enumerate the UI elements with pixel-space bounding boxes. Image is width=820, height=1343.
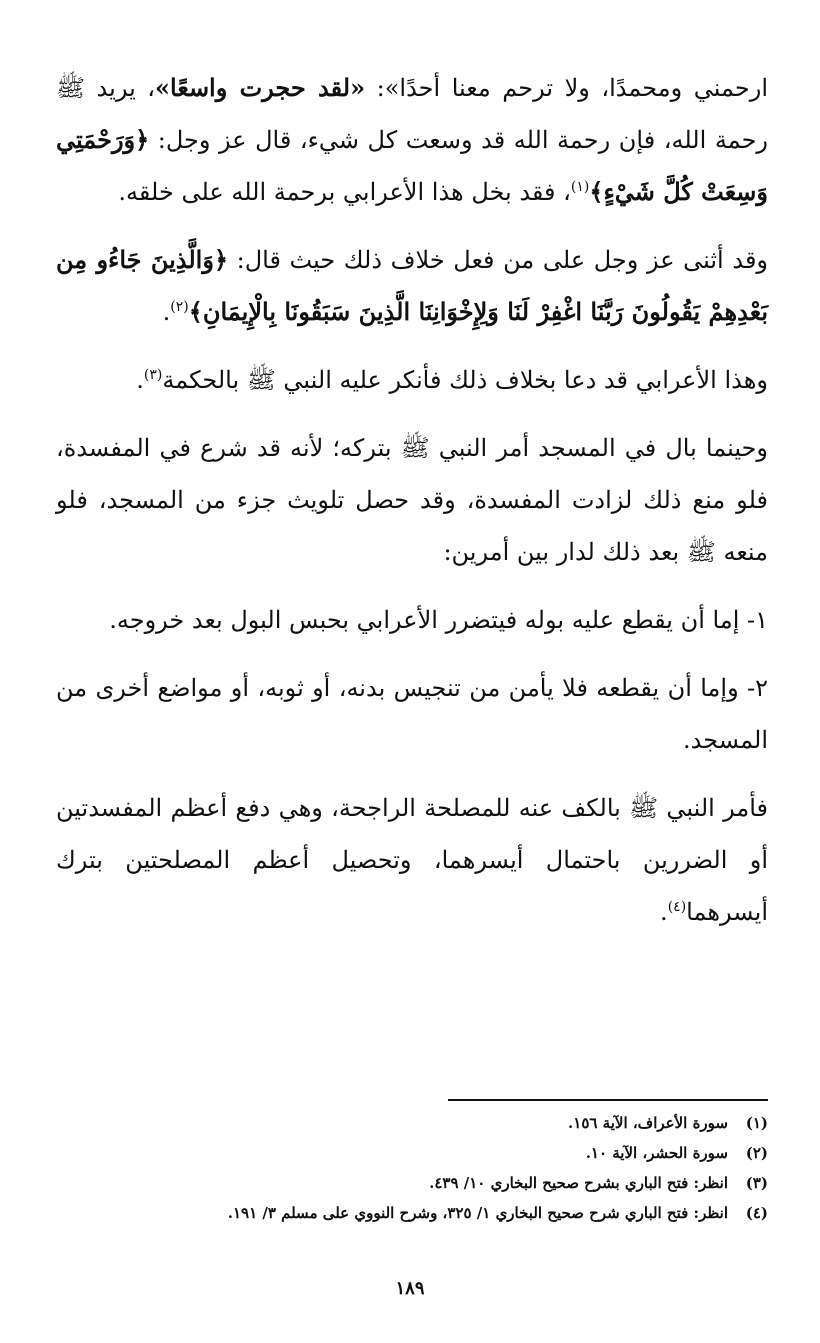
hadith-quote: «لقد حجرت واسعًا» [155, 73, 366, 102]
paragraph-text: . [660, 898, 668, 926]
footnote-item [56, 1108, 768, 1138]
paragraph-text: . [162, 298, 171, 326]
paragraph-text: . [136, 366, 144, 394]
footnote-ref[interactable]: (٣) [143, 367, 163, 383]
footnote-number: (٢) [745, 1144, 768, 1162]
paragraph-text: ١- إما أن يقطع عليه بوله فيتضرر الأعرابي بحبس البول بعد خروجه. [109, 606, 768, 634]
footnote-text: انظر: فتح الباري بشرح صحيح البخاري ١٠/ ٤٣٩. [429, 1174, 728, 1192]
footnote-number: (٤) [745, 1204, 768, 1222]
footnotes [56, 1108, 768, 1228]
footnote-item [56, 1168, 768, 1198]
footnote-text: سورة الحشر، الآية ١٠. [585, 1144, 728, 1162]
body-text [56, 62, 768, 954]
quran-verse: ﴿وَرَحْمَتِي وَسِعَتْ كُلَّ شَيْءٍ﴾ [56, 125, 768, 206]
paragraph-2 [56, 234, 768, 338]
paragraph-3 [56, 354, 768, 406]
paragraph-text: وهذا الأعرابي قد دعا بخلاف ذلك فأنكر عليه النبي ﷺ بالحكمة [162, 366, 768, 394]
paragraph-7 [56, 782, 768, 938]
quran-verse: ﴿وَالَّذِينَ جَاءُو مِن بَعْدِهِمْ يَقُولُونَ رَبَّنَا اغْفِرْ لَنَا وَلِإِخْوَانِنَا الَّذِينَ سَبَقُونَا بِالْإِيمَانِ﴾ [56, 245, 768, 326]
list-item-2 [56, 662, 768, 766]
paragraph-text: ارحمني ومحمدًا، ولا ترحم معنا أحدًا»: [365, 74, 768, 102]
footnote-ref[interactable]: (٢) [170, 299, 189, 315]
footnote-number: (١) [745, 1114, 768, 1132]
footnote-item [56, 1198, 768, 1228]
paragraph-text: ، يريد ﷺ رحمة الله، فإن رحمة الله قد وسعت كل شيء، قال عز وجل: [56, 74, 768, 154]
paragraph-text: فأمر النبي ﷺ بالكف عنه للمصلحة الراجحة، وهي دفع أعظم المفسدتين أو الضررين باحتمال أيسرهما، وتحصيل أعظم المصلحتين بترك أيسرهما [56, 794, 768, 926]
paragraph-text: ٢- وإما أن يقطعه فلا يأمن من تنجيس بدنه، أو ثوبه، أو مواضع أخرى من المسجد. [56, 674, 768, 754]
paragraph-text: وقد أثنى عز وجل على من فعل خلاف ذلك حيث قال: [228, 246, 769, 274]
footnote-item [56, 1138, 768, 1168]
paragraph-4 [56, 422, 768, 578]
paragraph-1 [56, 62, 768, 218]
page-number: ١٨٩ [395, 1278, 425, 1299]
footnote-number: (٣) [745, 1174, 768, 1192]
footnote-divider [448, 1099, 768, 1101]
footnote-ref[interactable]: (٤) [667, 899, 687, 915]
paragraph-text: ، فقد بخل هذا الأعرابي برحمة الله على خلقه. [118, 178, 571, 206]
paragraph-text: وحينما بال في المسجد أمر النبي ﷺ بتركه؛ لأنه قد شرع في المفسدة، فلو منع ذلك لزادت المفسدة، وقد حصل تلويث جزء من المسجد، فلو منعه ﷺ بعد ذلك لدار بين أمرين: [56, 434, 768, 566]
list-item-1 [56, 594, 768, 646]
footnote-text: انظر: فتح الباري شرح صحيح البخاري ١/ ٣٢٥، وشرح النووي على مسلم ٣/ ١٩١. [227, 1204, 728, 1222]
footnote-ref[interactable]: (١) [570, 179, 590, 195]
footnote-text: سورة الأعراف، الآية ١٥٦. [568, 1114, 728, 1132]
